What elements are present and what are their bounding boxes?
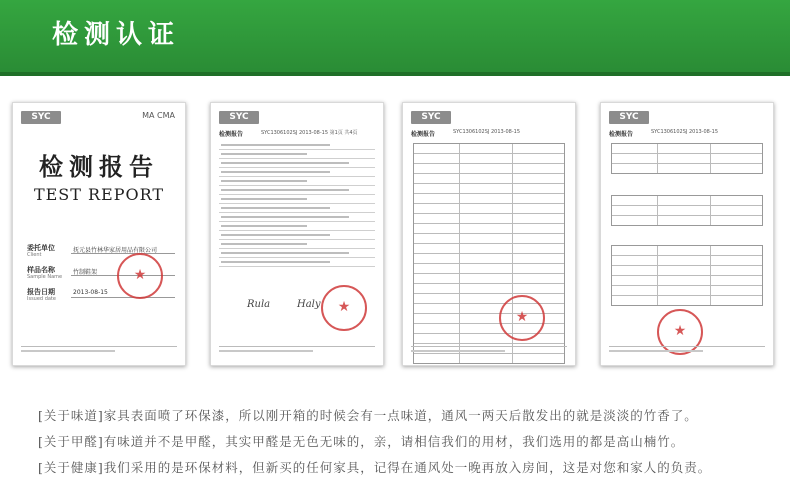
red-seal-stamp: ★: [117, 253, 163, 299]
certificate-gallery: [0, 90, 790, 380]
note-tag: [关于味道]: [38, 408, 104, 423]
note-health: [38, 458, 778, 484]
syc-logo: SYC: [21, 111, 61, 124]
doc-footer: [21, 346, 177, 355]
sample-label: 样品名称: [27, 266, 55, 274]
note-tag: [关于健康]: [38, 460, 104, 475]
syc-logo: SYC: [219, 111, 259, 124]
red-seal-stamp: ★: [657, 309, 703, 355]
report-page-2[interactable]: [210, 102, 384, 366]
client-label: 委托单位: [27, 244, 55, 252]
heavy-metal-table: [611, 245, 763, 306]
note-tag: [关于甲醛]: [38, 434, 104, 449]
report-number: SYC1306102SJ 2013-08-15: [651, 129, 719, 135]
report-title-en: TEST REPORT: [33, 185, 165, 204]
doc-footer: [411, 346, 567, 355]
header-banner: [0, 0, 790, 76]
sample-sub: Sample Name: [27, 274, 63, 280]
doc-footer: [219, 346, 375, 355]
signature-1: Rula: [247, 299, 271, 310]
date-line: [71, 297, 175, 298]
client-value: 抚元县竹林华家居用品有限公司: [73, 247, 158, 254]
note-formaldehyde: [38, 432, 778, 458]
report-page-4[interactable]: [600, 102, 774, 366]
certification-logos: MA CMA: [142, 111, 175, 120]
note-text: 有味道并不是甲醛，其实甲醛是无色无味的，亲，请相信我们的用材，我们选用的都是高山楠竹。: [103, 434, 685, 449]
red-seal-stamp: ★: [499, 295, 545, 341]
page-header: 检测报告: [609, 131, 634, 138]
report-number: SYC1306102SJ 2013-08-15 第1页 共4页: [261, 130, 358, 136]
formaldehyde-table: [611, 195, 763, 226]
syc-logo: SYC: [411, 111, 451, 124]
note-text: 我们采用的是环保材料，但新买的任何家具，记得在通风处一晚再放入房间，这是对您和家人的负责。: [103, 460, 712, 475]
report-rows: [219, 141, 375, 267]
sample-info-table: [611, 143, 763, 174]
test-results-table: [413, 143, 565, 364]
report-title-cn: 检测报告: [39, 152, 159, 181]
client-sub: Client: [27, 252, 42, 258]
note-text: 家具表面喷了环保漆，所以刚开箱的时候会有一点味道，通风一两天后散发出的就是淡淡的竹香了。: [103, 408, 698, 423]
signature-2: Haly: [297, 299, 321, 310]
report-cover[interactable]: [12, 102, 186, 366]
report-number: SYC1306102SJ 2013-08-15: [453, 129, 521, 135]
banner-title: 检测认证: [52, 20, 181, 50]
product-notes: [38, 406, 778, 484]
sample-value: 竹制鞋架: [73, 269, 98, 276]
page-header: 检测报告: [219, 131, 244, 138]
note-smell: [38, 406, 778, 432]
date-sub: Issued date: [27, 296, 56, 302]
red-seal-stamp: ★: [321, 285, 367, 331]
report-page-3[interactable]: [402, 102, 576, 366]
date-label: 报告日期: [27, 288, 55, 296]
page-header: 检测报告: [411, 131, 436, 138]
doc-footer: [609, 346, 765, 355]
syc-logo: SYC: [609, 111, 649, 124]
date-value: 2013-08-15: [73, 289, 108, 296]
